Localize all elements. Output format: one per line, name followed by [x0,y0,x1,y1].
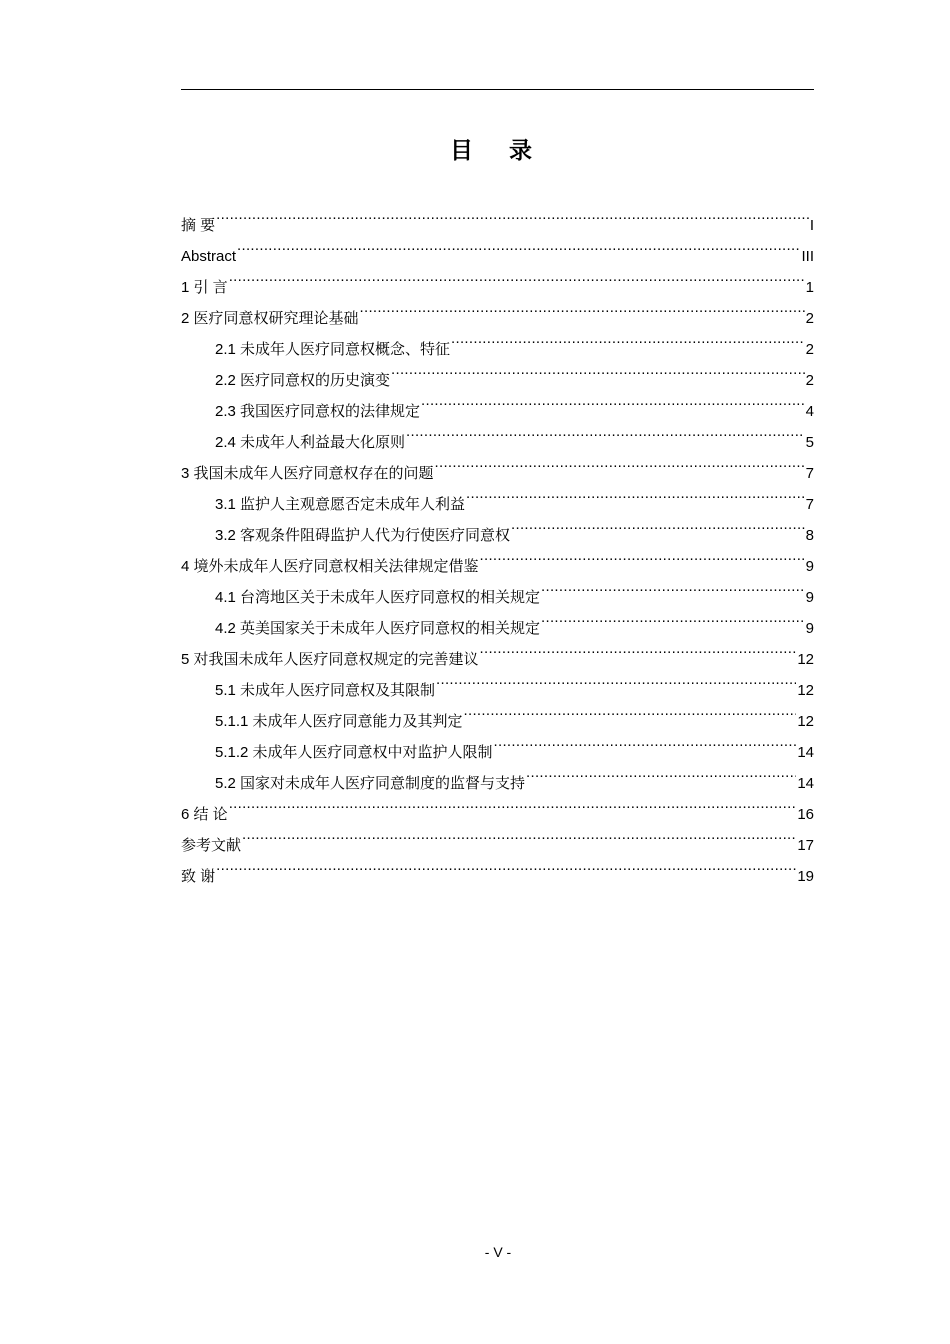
toc-entry-page: 7 [805,496,814,513]
toc-entry[interactable] [181,819,814,854]
toc-entry-label: 3.1 监护人主观意愿否定未成年人利益 [215,496,466,513]
toc-entry-page: 16 [797,806,814,823]
toc-entry-label: 5.1.1 未成年人医疗同意能力及其判定 [215,713,463,730]
toc-dot-leader [435,447,805,478]
toc-entry-label: 4.2 英美国家关于未成年人医疗同意权的相关规定 [215,620,541,637]
toc-entry-label: 2.2 医疗同意权的历史演变 [215,372,391,389]
toc-entry-label: 2 医疗同意权研究理论基础 [181,310,359,327]
toc-entry-label: 3 我国未成年人医疗同意权存在的问题 [181,465,434,482]
toc-dot-leader [216,850,796,881]
toc-entry-page: 2 [805,372,814,389]
toc-entry-label: 4 境外未成年人医疗同意权相关法律规定借鉴 [181,558,479,575]
toc-entry-label: 5.1 未成年人医疗同意权及其限制 [215,682,436,699]
toc-dot-leader [511,509,805,540]
toc-entry-page: 2 [805,310,814,327]
toc-entry-label: 5 对我国未成年人医疗同意权规定的完善建议 [181,651,479,668]
toc-entry[interactable] [181,292,814,327]
toc-entry-label: 1 引 言 [181,279,228,296]
toc-dot-leader [406,416,805,447]
toc-dot-leader [451,323,805,354]
toc-dot-leader [541,602,805,633]
table-of-contents [181,199,814,885]
toc-entry-page: 8 [805,527,814,544]
toc-entry-page: 5 [805,434,814,451]
toc-entry-page: 9 [805,558,814,575]
toc-entry-page: 12 [797,682,814,699]
toc-dot-leader [229,788,797,819]
toc-entry-page: 17 [797,837,814,854]
toc-entry-label: 2.3 我国医疗同意权的法律规定 [215,403,421,420]
toc-dot-leader [480,633,797,664]
toc-entry-page: 4 [805,403,814,420]
toc-entry-label: 4.1 台湾地区关于未成年人医疗同意权的相关规定 [215,589,541,606]
toc-entry-label: 参考文献 [181,837,242,854]
toc-dot-leader [360,292,805,323]
toc-dot-leader [216,199,809,230]
toc-dot-leader [391,354,805,385]
toc-entry-page: 12 [797,651,814,668]
footer-page-number: - V - [484,1244,512,1260]
toc-entry-label: 致 谢 [181,868,216,885]
toc-entry-page: 2 [805,341,814,358]
toc-dot-leader [480,540,805,571]
toc-entry-label: Abstract [181,248,237,265]
toc-entry[interactable] [181,788,814,823]
toc-entry-label: 3.2 客观条件阻碍监护人代为行使医疗同意权 [215,527,511,544]
toc-entry-page: 9 [805,620,814,637]
toc-entry[interactable] [181,230,814,265]
toc-entry-page: 14 [797,775,814,792]
toc-entry-label: 2.4 未成年人利益最大化原则 [215,434,406,451]
toc-entry[interactable] [181,261,814,296]
toc-dot-leader [436,664,796,695]
toc-dot-leader [421,385,805,416]
toc-entry-page: 9 [805,589,814,606]
toc-entry-page: I [809,217,814,234]
toc-dot-leader [526,757,796,788]
toc-entry-page: 1 [805,279,814,296]
toc-entry-label: 摘 要 [181,217,216,234]
toc-entry-page: 12 [797,713,814,730]
toc-entry[interactable] [181,199,814,234]
toc-entry-page: III [801,248,814,265]
toc-dot-leader [229,261,805,292]
toc-entry-label: 5.2 国家对未成年人医疗同意制度的监督与支持 [215,775,526,792]
toc-dot-leader [237,230,800,261]
toc-entry[interactable] [181,850,814,885]
toc-entry-page: 19 [797,868,814,885]
page-title: 目 录 [449,138,546,164]
toc-entry-page: 14 [797,744,814,761]
header-rule [181,89,814,90]
toc-dot-leader [242,819,796,850]
toc-entry-label: 6 结 论 [181,806,228,823]
toc-dot-leader [541,571,805,602]
toc-entry-label: 2.1 未成年人医疗同意权概念、特征 [215,341,451,358]
toc-dot-leader [466,478,805,509]
toc-dot-leader [494,726,797,757]
toc-dot-leader [464,695,797,726]
toc-entry-label: 5.1.2 未成年人医疗同意权中对监护人限制 [215,744,493,761]
toc-entry-page: 7 [805,465,814,482]
